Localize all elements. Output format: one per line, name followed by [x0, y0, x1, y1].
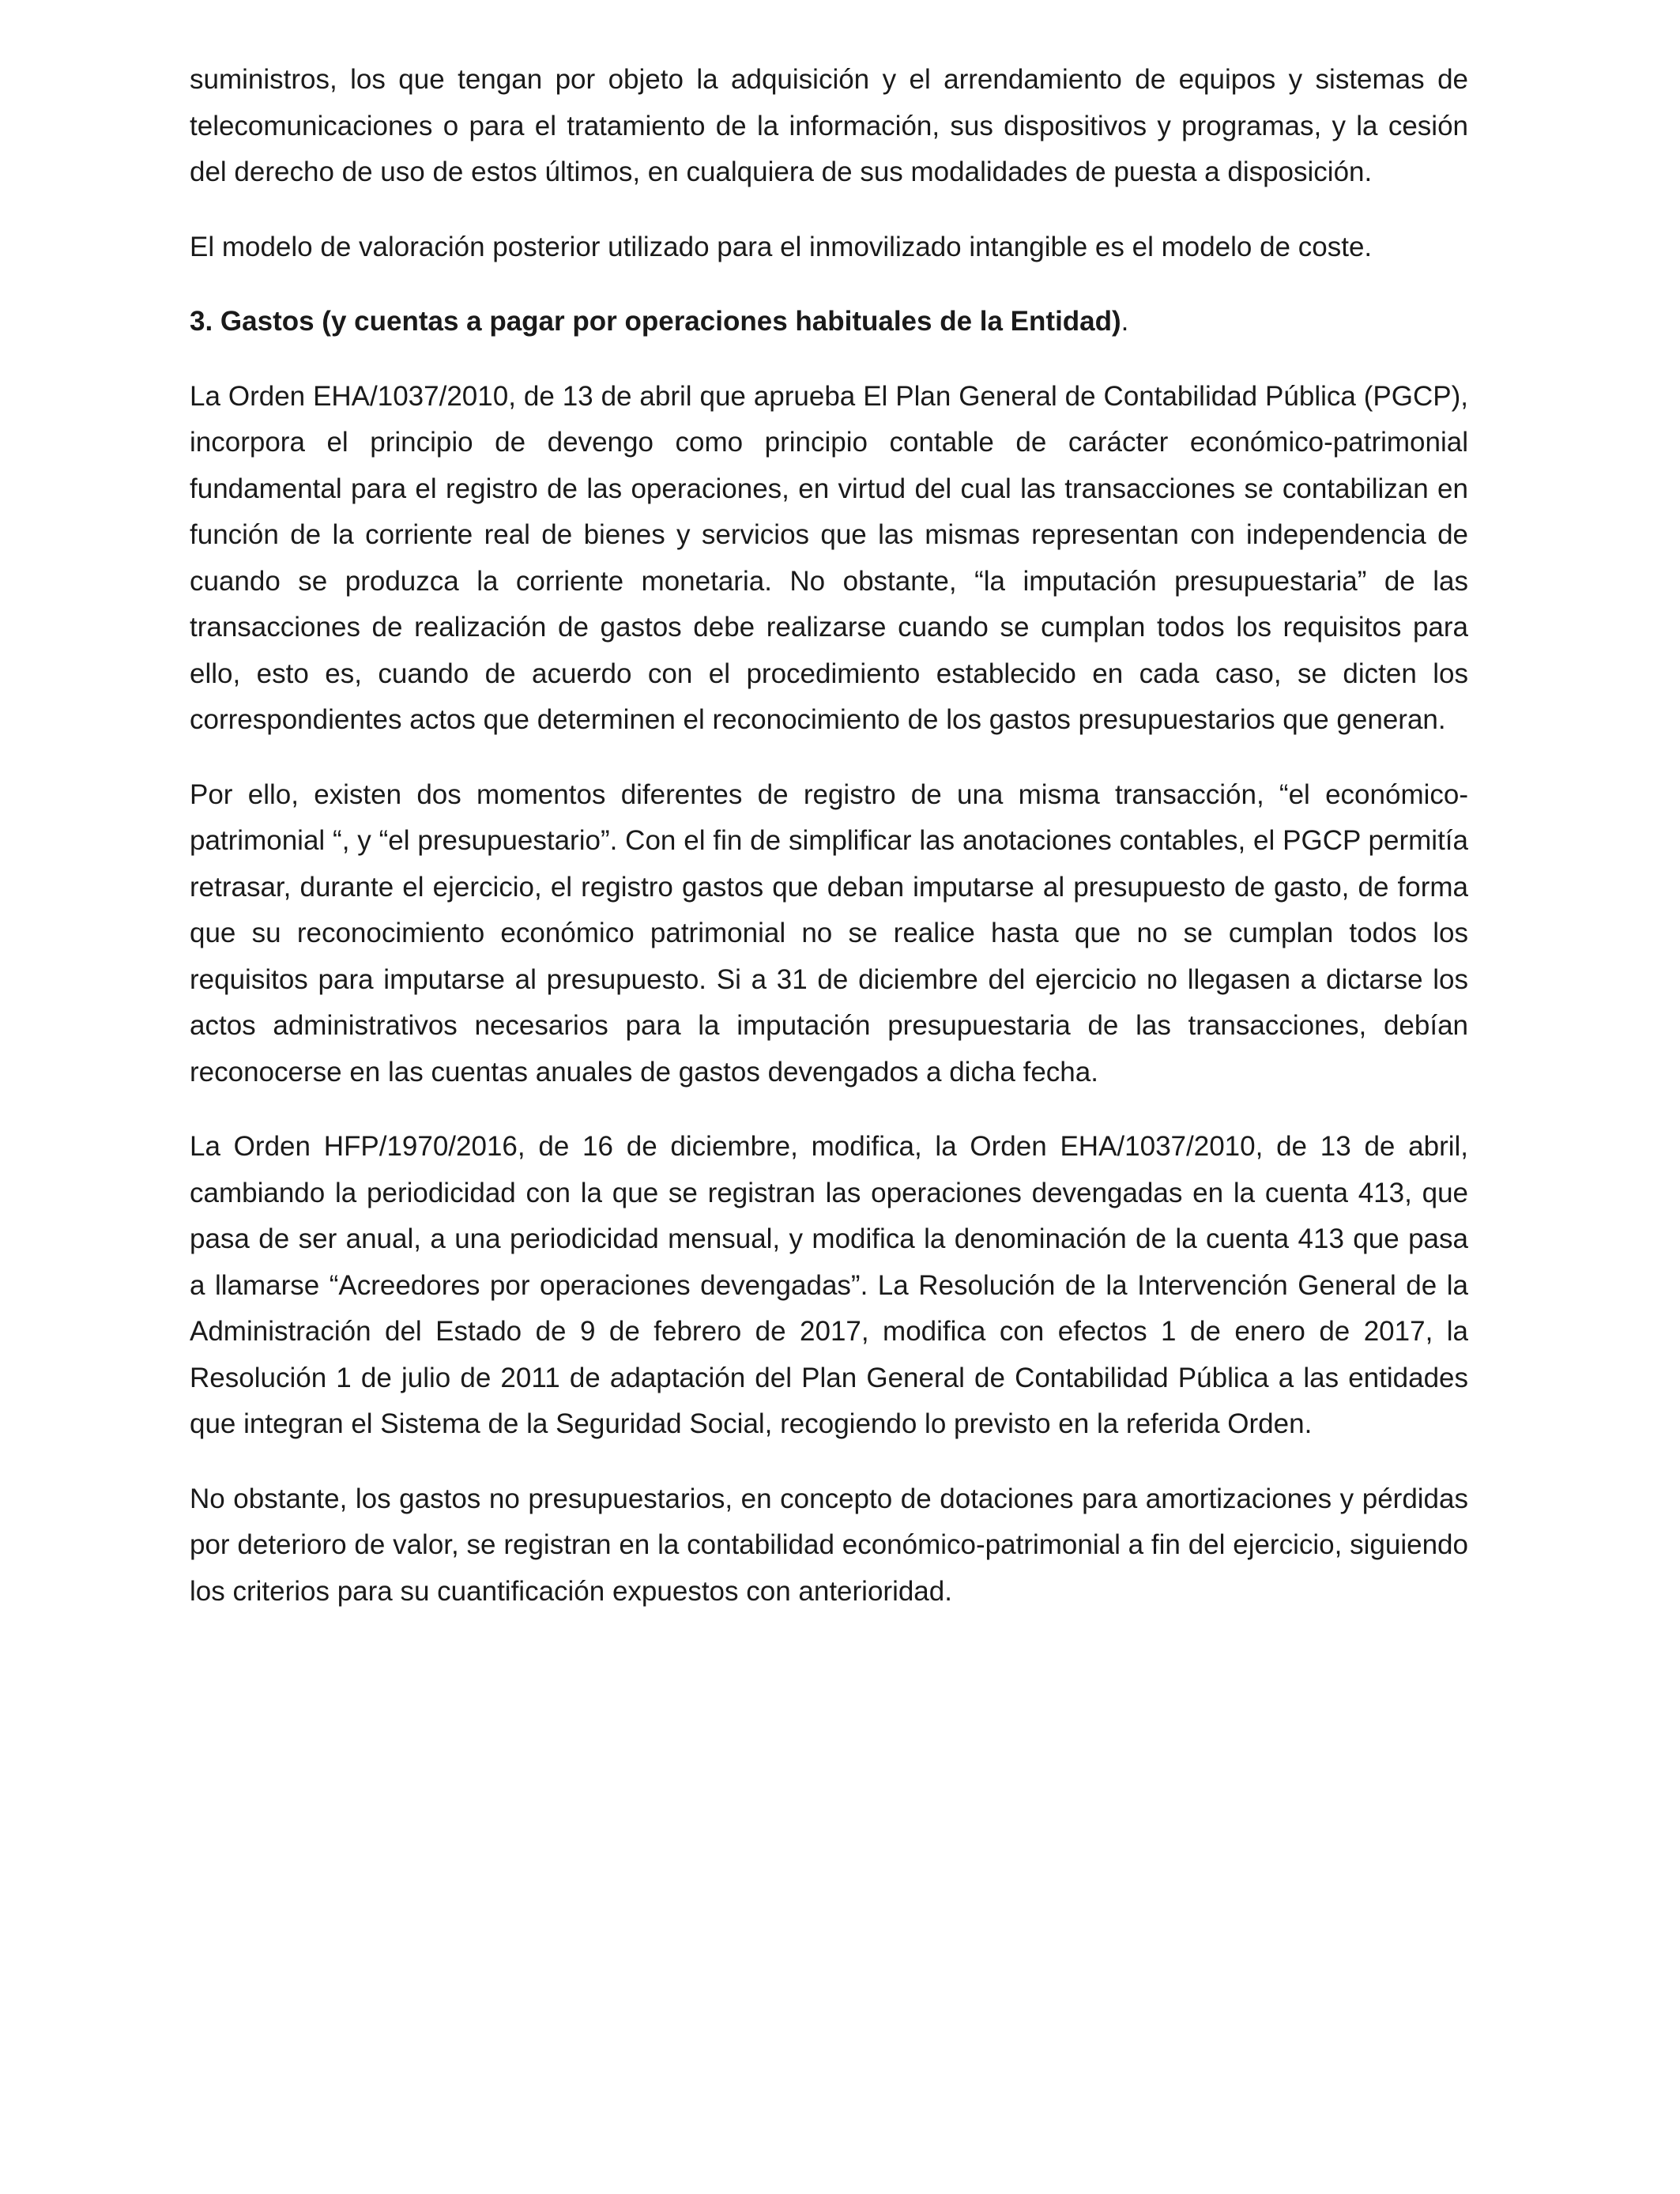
paragraph-momentos-registro: Por ello, existen dos momentos diferentes de registro de una misma transacción, “el económico-patrimonial “, y “el presupuestario”. Con el fin de simplificar las anotaciones contables, el PGCP permitía retrasar, durante el ejercicio, el registro gastos que deban imputarse al presupuesto de gasto, de forma que su reconocimiento económico patrimonial no se realice hasta que no se cumplan todos los requisitos para imputarse al presupuesto. Si a 31 de diciembre del ejercicio no llegasen a dictarse los actos administrativos necesarios para la imputación presupuestaria de las transacciones, debían reconocerse en las cuentas anuales de gastos devengados a dicha fecha.	[190, 778, 1468, 1088]
document-page	[190, 57, 1468, 1643]
paragraph-orden-hfp: La Orden HFP/1970/2016, de 16 de diciembre, modifica, la Orden EHA/1037/2010, de 13 de abril, cambiando la periodicidad con la que se registran las operaciones devengadas en la cuenta 413, que pasa de ser anual, a una periodicidad mensual, y modifica la denominación de la cuenta 413 que pasa a llamarse “Acreedores por operaciones devengadas”. La Resolución de la Intervención General de la Administración del Estado de 9 de febrero de 2017, modifica con efectos 1 de enero de 2017, la Resolución 1 de julio de 2011 de adaptación del Plan General de Contabilidad Pública a las entidades que integran el Sistema de la Seguridad Social, recogiendo lo previsto en la referida Orden.	[190, 1131, 1468, 1439]
paragraph-modelo-valoracion: El modelo de valoración posterior utilizado para el inmovilizado intangible es el modelo de coste.	[190, 231, 1373, 262]
paragraph-gastos-no-presupuestarios: No obstante, los gastos no presupuestarios, en concepto de dotaciones para amortizaciones y pérdidas por deterioro de valor, se registran en la contabilidad económico-patrimonial a fin del ejercicio, siguiendo los criterios para su cuantificación expuestos con anterioridad.	[190, 1483, 1468, 1607]
paragraph-suministros: suministros, los que tengan por objeto la adquisición y el arrendamiento de equipos y sistemas de telecomunicaciones o para el tratamiento de la información, sus dispositivos y programas, y la cesión del derecho de uso de estos últimos, en cualquiera de sus modalidades de puesta a disposición.	[190, 64, 1468, 187]
section-heading-text: 3. Gastos (y cuentas a pagar por operaciones habituales de la Entidad)	[190, 306, 1121, 337]
section-heading-period: .	[1121, 306, 1129, 337]
section-heading-gastos	[190, 299, 1468, 345]
paragraph-orden-eha: La Orden EHA/1037/2010, de 13 de abril que aprueba El Plan General de Contabilidad Pública (PGCP), incorpora el principio de devengo como principio contable de carácter económico-patrimonial fundamental para el registro de las operaciones, en virtud del cual las transacciones se contabilizan en función de la corriente real de bienes y servicios que las mismas representan con independencia de cuando se produzca la corriente monetaria. No obstante, “la imputación presupuestaria” de las transacciones de realización de gastos debe realizarse cuando se cumplan todos los requisitos para ello, esto es, cuando de acuerdo con el procedimiento establecido en cada caso, se dicten los correspondientes actos que determinen el reconocimiento de los gastos presupuestarios que generan.	[190, 380, 1468, 735]
